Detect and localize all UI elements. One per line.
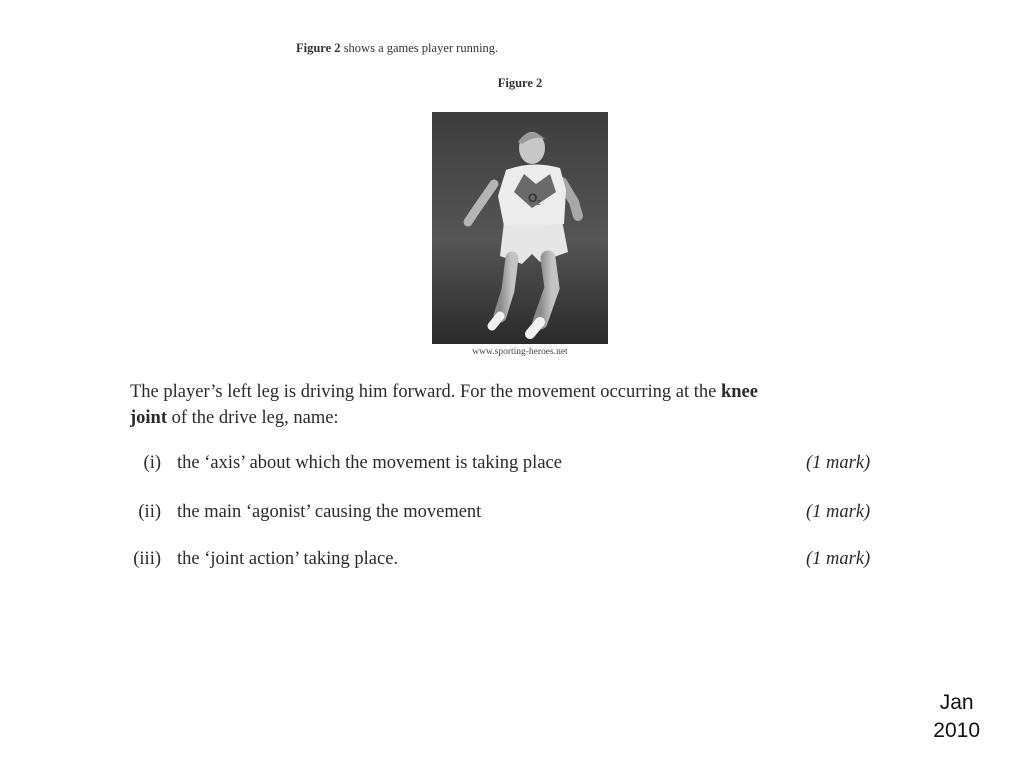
svg-text:O: O: [528, 191, 538, 205]
image-credit: www.sporting-heroes.net: [472, 347, 568, 357]
figure-title: Figure 2: [497, 76, 543, 90]
question-part-ii: [0, 502, 1024, 528]
part-text: the ‘axis’ about which the movement is taking place: [177, 453, 562, 473]
date-month: Jan: [939, 691, 974, 714]
stem-bold-joint: joint: [130, 408, 167, 428]
part-mark: (1 mark): [806, 549, 871, 569]
figure-intro-text: shows a games player running.: [340, 41, 499, 55]
part-mark: (1 mark): [806, 502, 871, 522]
figure-reference: Figure 2: [296, 41, 341, 55]
stem-text-start: The player’s left leg is driving him forward. For the movement occurring at the: [130, 382, 721, 402]
question-stem: [130, 379, 870, 431]
question-part-i: [0, 453, 1024, 479]
part-number: (iii): [133, 549, 161, 569]
part-text: the ‘joint action’ taking place.: [177, 549, 399, 569]
question-part-iii: [0, 549, 1024, 575]
figure-intro-line: [296, 41, 498, 56]
date-year: 2010: [933, 719, 980, 742]
running-player-photo: [432, 112, 608, 344]
part-number: (ii): [138, 502, 161, 522]
exam-date: [933, 689, 980, 745]
part-number: (i): [143, 453, 161, 473]
stem-bold-knee: knee: [720, 382, 758, 402]
svg-text:2: 2: [537, 200, 541, 207]
part-mark: (1 mark): [806, 453, 871, 473]
stem-text-end: of the drive leg, name:: [167, 408, 339, 428]
part-text: the main ‘agonist’ causing the movement: [177, 502, 482, 522]
